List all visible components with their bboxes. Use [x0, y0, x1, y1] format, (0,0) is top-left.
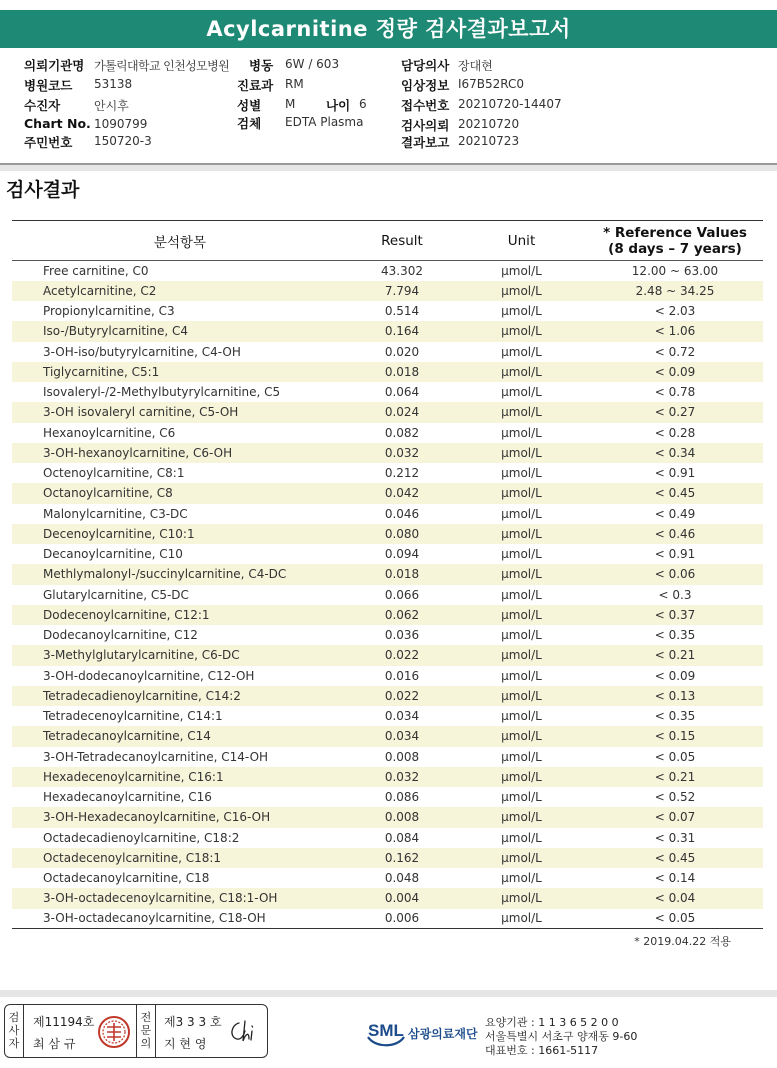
analyte-name: Propionylcarnitine, C3 [43, 304, 175, 319]
analyte-name: 3-OH-Hexadecanoylcarnitine, C16-OH [12, 807, 348, 827]
reference-value: < 2.03 [654, 304, 696, 319]
unit-value: μmol/L [456, 645, 587, 665]
receipt-value: 20210720-14407 [458, 97, 562, 111]
analyte-name: Tetradecadienoylcarnitine, C14:2 [12, 686, 348, 706]
result-value: 0.008 [348, 807, 456, 827]
table-row [12, 706, 763, 726]
unit-value: μmol/L [456, 402, 587, 422]
analyte-name: Tiglycarnitine, C5:1 [12, 362, 348, 382]
result-value: 0.066 [384, 587, 420, 602]
table-row [12, 423, 763, 443]
sml-logo [365, 1015, 407, 1053]
ward-value: 6W / 603 [285, 57, 340, 71]
result-value: 0.062 [348, 605, 456, 625]
table-row [12, 888, 763, 908]
code-value: 53138 [94, 77, 133, 91]
analyte-name: 3-OH-dodecanoylcarnitine, C12-OH [43, 668, 255, 683]
table-row [12, 848, 763, 868]
result-value: 0.036 [384, 628, 420, 643]
inspector-license: 제11194호 [33, 1015, 95, 1029]
unit-value: μmol/L [501, 547, 542, 562]
result-value: 0.064 [384, 385, 420, 400]
header-item: 분석항목 [12, 221, 348, 261]
reference-value: < 0.15 [587, 726, 763, 746]
unit-value: μmol/L [501, 304, 542, 319]
header-reference-line2: (8 days – 7 years) [608, 240, 742, 257]
results-body [12, 261, 763, 929]
unit-value: μmol/L [501, 587, 542, 602]
result-value: 0.162 [348, 848, 456, 868]
result-value: 0.086 [384, 790, 420, 805]
ward-label: 병동 [249, 58, 274, 73]
result-value: 0.016 [384, 668, 420, 683]
table-row [12, 726, 763, 746]
request-value: 20210720 [458, 117, 520, 131]
analyte-name: 3-OH-Tetradecanoylcarnitine, C14-OH [43, 749, 269, 764]
result-value: 43.302 [381, 263, 423, 278]
unit-value: μmol/L [456, 483, 587, 503]
specimen-label: 검체 [237, 116, 262, 131]
analyte-name: 3-Methylglutarylcarnitine, C6-DC [12, 645, 348, 665]
analyte-name: Hexadecanoylcarnitine, C16 [43, 790, 212, 805]
unit-value: μmol/L [501, 263, 542, 278]
report-title: Acylcarnitine 정량 검사결과보고서 [0, 10, 777, 48]
unit-value: μmol/L [456, 564, 587, 584]
unit-value: μmol/L [456, 909, 587, 929]
header-result: Result [348, 221, 456, 261]
hospital-label: 의뢰기관명 [24, 58, 85, 73]
table-row [12, 564, 763, 584]
result-value: 0.046 [384, 506, 420, 521]
specialist-license: 제3 3 3 호 [164, 1015, 222, 1029]
analyte-name: Dodecanoylcarnitine, C12 [43, 628, 198, 643]
table-row [12, 382, 763, 402]
unit-value: μmol/L [456, 848, 587, 868]
table-row [12, 666, 763, 686]
unit-value: μmol/L [456, 726, 587, 746]
reference-value: < 0.35 [654, 709, 696, 724]
seal-stamp-icon [97, 1015, 131, 1049]
table-row [12, 281, 763, 301]
reference-value: < 0.21 [587, 767, 763, 787]
reference-value: < 0.45 [587, 848, 763, 868]
patient-value: 안시후 [94, 99, 129, 113]
analyte-name: Iso-/Butyrylcarnitine, C4 [12, 321, 348, 341]
unit-value: μmol/L [456, 524, 587, 544]
result-value: 0.018 [348, 564, 456, 584]
footer-band [0, 990, 777, 997]
specimen-value: EDTA Plasma [285, 115, 364, 129]
reference-value: < 0.09 [587, 362, 763, 382]
inspector-label: 검 사 자 [8, 1011, 20, 1050]
analyte-name: Octanoylcarnitine, C8 [12, 483, 348, 503]
sex-value: M [285, 97, 296, 111]
org-name: 삼광의료재단 [408, 1027, 478, 1041]
result-value: 0.094 [384, 547, 420, 562]
analyte-name: Octadecenoylcarnitine, C18:1 [12, 848, 348, 868]
unit-value: μmol/L [456, 321, 587, 341]
reference-value: < 0.35 [654, 628, 696, 643]
reference-value: < 0.05 [654, 749, 696, 764]
reference-value: < 0.14 [654, 871, 696, 886]
reference-value: < 0.27 [587, 402, 763, 422]
info-block [0, 52, 777, 164]
unit-value: μmol/L [501, 709, 542, 724]
analyte-name: Decenoylcarnitine, C10:1 [12, 524, 348, 544]
analyte-name: Octadecadienoylcarnitine, C18:2 [43, 830, 240, 845]
reference-value: < 0.21 [587, 645, 763, 665]
result-value: 0.006 [348, 909, 456, 929]
table-header-row [12, 221, 763, 261]
unit-value: μmol/L [501, 668, 542, 683]
unit-value: μmol/L [501, 385, 542, 400]
section-title: 검사결과 [6, 179, 80, 201]
unit-value: μmol/L [456, 605, 587, 625]
result-value: 0.034 [348, 726, 456, 746]
table-row [12, 483, 763, 503]
result-value: 0.022 [348, 645, 456, 665]
table-row [12, 321, 763, 341]
analyte-name: Tetradecanoylcarnitine, C14 [12, 726, 348, 746]
unit-value: μmol/L [501, 344, 542, 359]
unit-value: μmol/L [456, 686, 587, 706]
analyte-name: Malonylcarnitine, C3-DC [43, 506, 188, 521]
table-row [12, 261, 763, 281]
result-value: 0.514 [384, 304, 420, 319]
analyte-name: 3-OH isovaleryl carnitine, C5-OH [12, 402, 348, 422]
result-value: 0.082 [384, 425, 420, 440]
patient-label: 수진자 [24, 98, 61, 113]
unit-value: μmol/L [456, 767, 587, 787]
unit-value: μmol/L [501, 466, 542, 481]
reference-value: < 0.09 [654, 668, 696, 683]
chart-label: Chart No. [24, 116, 91, 131]
table-row [12, 301, 763, 321]
analyte-name: Isovaleryl-/2-Methylbutyrylcarnitine, C5 [43, 385, 281, 400]
analyte-name: Octenoylcarnitine, C8:1 [43, 466, 185, 481]
id-label: 주민번호 [24, 135, 73, 150]
reference-value: < 0.91 [654, 466, 696, 481]
unit-value: μmol/L [456, 807, 587, 827]
doctor-value: 장대현 [458, 59, 493, 73]
table-row [12, 443, 763, 463]
table-row [12, 645, 763, 665]
receipt-label: 접수번호 [401, 98, 450, 113]
result-value: 0.212 [384, 466, 420, 481]
reference-value: < 0.28 [654, 425, 696, 440]
reference-value: < 0.3 [658, 587, 692, 602]
unit-value: μmol/L [456, 362, 587, 382]
table-row [12, 787, 763, 807]
clinical-value: I67B52RC0 [458, 77, 525, 91]
analyte-name: Tetradecenoylcarnitine, C14:1 [43, 709, 223, 724]
table-row [12, 585, 763, 605]
header-band [0, 165, 777, 171]
unit-value: μmol/L [501, 790, 542, 805]
dept-value: RM [285, 77, 304, 91]
table-row [12, 605, 763, 625]
result-value: 0.004 [348, 888, 456, 908]
table-row [12, 909, 763, 929]
unit-value: μmol/L [501, 628, 542, 643]
result-value: 0.020 [384, 344, 420, 359]
table-row [12, 686, 763, 706]
specialist-label: 전 문 의 [140, 1011, 152, 1050]
reference-value: < 0.05 [587, 909, 763, 929]
reference-value: < 0.13 [587, 686, 763, 706]
table-row [12, 747, 763, 767]
unit-value: μmol/L [501, 425, 542, 440]
reference-value: < 0.34 [587, 443, 763, 463]
table-row [12, 625, 763, 645]
reference-value: < 0.07 [587, 807, 763, 827]
header-reference [587, 221, 763, 261]
sml-logo-icon [365, 1015, 407, 1049]
table-row [12, 868, 763, 888]
analyte-name: 3-OH-octadecenoylcarnitine, C18:1-OH [12, 888, 348, 908]
result-value: 0.022 [348, 686, 456, 706]
reference-value: < 0.72 [654, 344, 696, 359]
reference-value: < 0.52 [654, 790, 696, 805]
clinical-label: 임상정보 [401, 78, 450, 93]
result-value: 0.034 [384, 709, 420, 724]
table-row [12, 544, 763, 564]
analyte-name: Hexanoylcarnitine, C6 [43, 425, 176, 440]
sex-label: 성별 [237, 98, 262, 113]
analyte-name: 3-OH-iso/butyrylcarnitine, C4-OH [43, 344, 241, 359]
analyte-name: Methlymalonyl-/succinylcarnitine, C4-DC [12, 564, 348, 584]
reference-value: < 0.45 [587, 483, 763, 503]
result-value: 0.008 [384, 749, 420, 764]
analyte-name: Octadecanoylcarnitine, C18 [43, 871, 210, 886]
analyte-name: 3-OH-hexanoylcarnitine, C6-OH [12, 443, 348, 463]
unit-value: μmol/L [501, 871, 542, 886]
reference-value: 2.48 ~ 34.25 [587, 281, 763, 301]
footnote: * 2019.04.22 적용 [634, 935, 731, 948]
result-value: 0.042 [348, 483, 456, 503]
result-value: 0.032 [348, 767, 456, 787]
svg-text:SML: SML [368, 1021, 404, 1040]
result-value: 0.080 [348, 524, 456, 544]
address: 서울특별시 서초구 양재동 9-60 [485, 1030, 638, 1043]
reference-value: < 1.06 [587, 321, 763, 341]
result-value: 0.084 [384, 830, 420, 845]
unit-value: μmol/L [456, 281, 587, 301]
analyte-name: Dodecenoylcarnitine, C12:1 [12, 605, 348, 625]
specialist-name: 지 현 영 [164, 1037, 207, 1051]
report-date-value: 20210723 [458, 134, 520, 148]
code-label: 병원코드 [24, 78, 73, 93]
request-label: 검사의뢰 [401, 118, 450, 133]
table-row [12, 342, 763, 362]
reference-value: < 0.31 [654, 830, 696, 845]
table-row [12, 807, 763, 827]
analyte-name: Acetylcarnitine, C2 [12, 281, 348, 301]
unit-value: μmol/L [456, 443, 587, 463]
reference-value: < 0.49 [654, 506, 696, 521]
analyte-name: Glutarylcarnitine, C5-DC [43, 587, 189, 602]
header-reference-line1: * Reference Values [603, 224, 747, 241]
care-code: 요양기관 : 1 1 3 6 5 2 0 0 [485, 1016, 619, 1029]
reference-value: < 0.78 [654, 385, 696, 400]
result-value: 0.032 [348, 443, 456, 463]
hospital-value: 가톨릭대학교 인천성모병원 [94, 59, 230, 73]
result-value: 0.048 [384, 871, 420, 886]
reference-value: < 0.06 [587, 564, 763, 584]
table-row [12, 828, 763, 848]
id-value: 150720-3 [94, 134, 152, 148]
reference-value: 12.00 ~ 63.00 [631, 263, 719, 278]
table-row [12, 524, 763, 544]
reference-value: < 0.37 [587, 605, 763, 625]
result-value: 0.018 [348, 362, 456, 382]
analyte-name: Decanoylcarnitine, C10 [43, 547, 183, 562]
table-row [12, 504, 763, 524]
inspector-name: 최 삼 규 [33, 1037, 76, 1051]
result-value: 0.024 [348, 402, 456, 422]
reference-value: < 0.04 [587, 888, 763, 908]
unit-value: μmol/L [501, 749, 542, 764]
unit-value: μmol/L [501, 506, 542, 521]
phone: 대표번호 : 1661-5117 [485, 1044, 599, 1057]
table-row [12, 463, 763, 483]
unit-value: μmol/L [501, 830, 542, 845]
table-row [12, 767, 763, 787]
reference-value: < 0.91 [654, 547, 696, 562]
analyte-name: Free carnitine, C0 [43, 263, 149, 278]
unit-value: μmol/L [456, 888, 587, 908]
analyte-name: Hexadecenoylcarnitine, C16:1 [12, 767, 348, 787]
chart-value: 1090799 [94, 117, 148, 131]
signature-icon [227, 1017, 263, 1045]
table-row [12, 402, 763, 422]
result-value: 0.164 [348, 321, 456, 341]
signature-box [4, 1004, 268, 1058]
results-table [12, 220, 763, 929]
report-date-label: 결과보고 [401, 135, 450, 150]
dept-label: 진료과 [237, 78, 274, 93]
age-value: 6 [359, 97, 367, 111]
header-unit: Unit [456, 221, 587, 261]
doctor-label: 담당의사 [401, 58, 450, 73]
analyte-name: 3-OH-octadecanoylcarnitine, C18-OH [12, 909, 348, 929]
result-value: 7.794 [348, 281, 456, 301]
reference-value: < 0.46 [587, 524, 763, 544]
age-label: 나이 [326, 98, 351, 113]
table-row [12, 362, 763, 382]
